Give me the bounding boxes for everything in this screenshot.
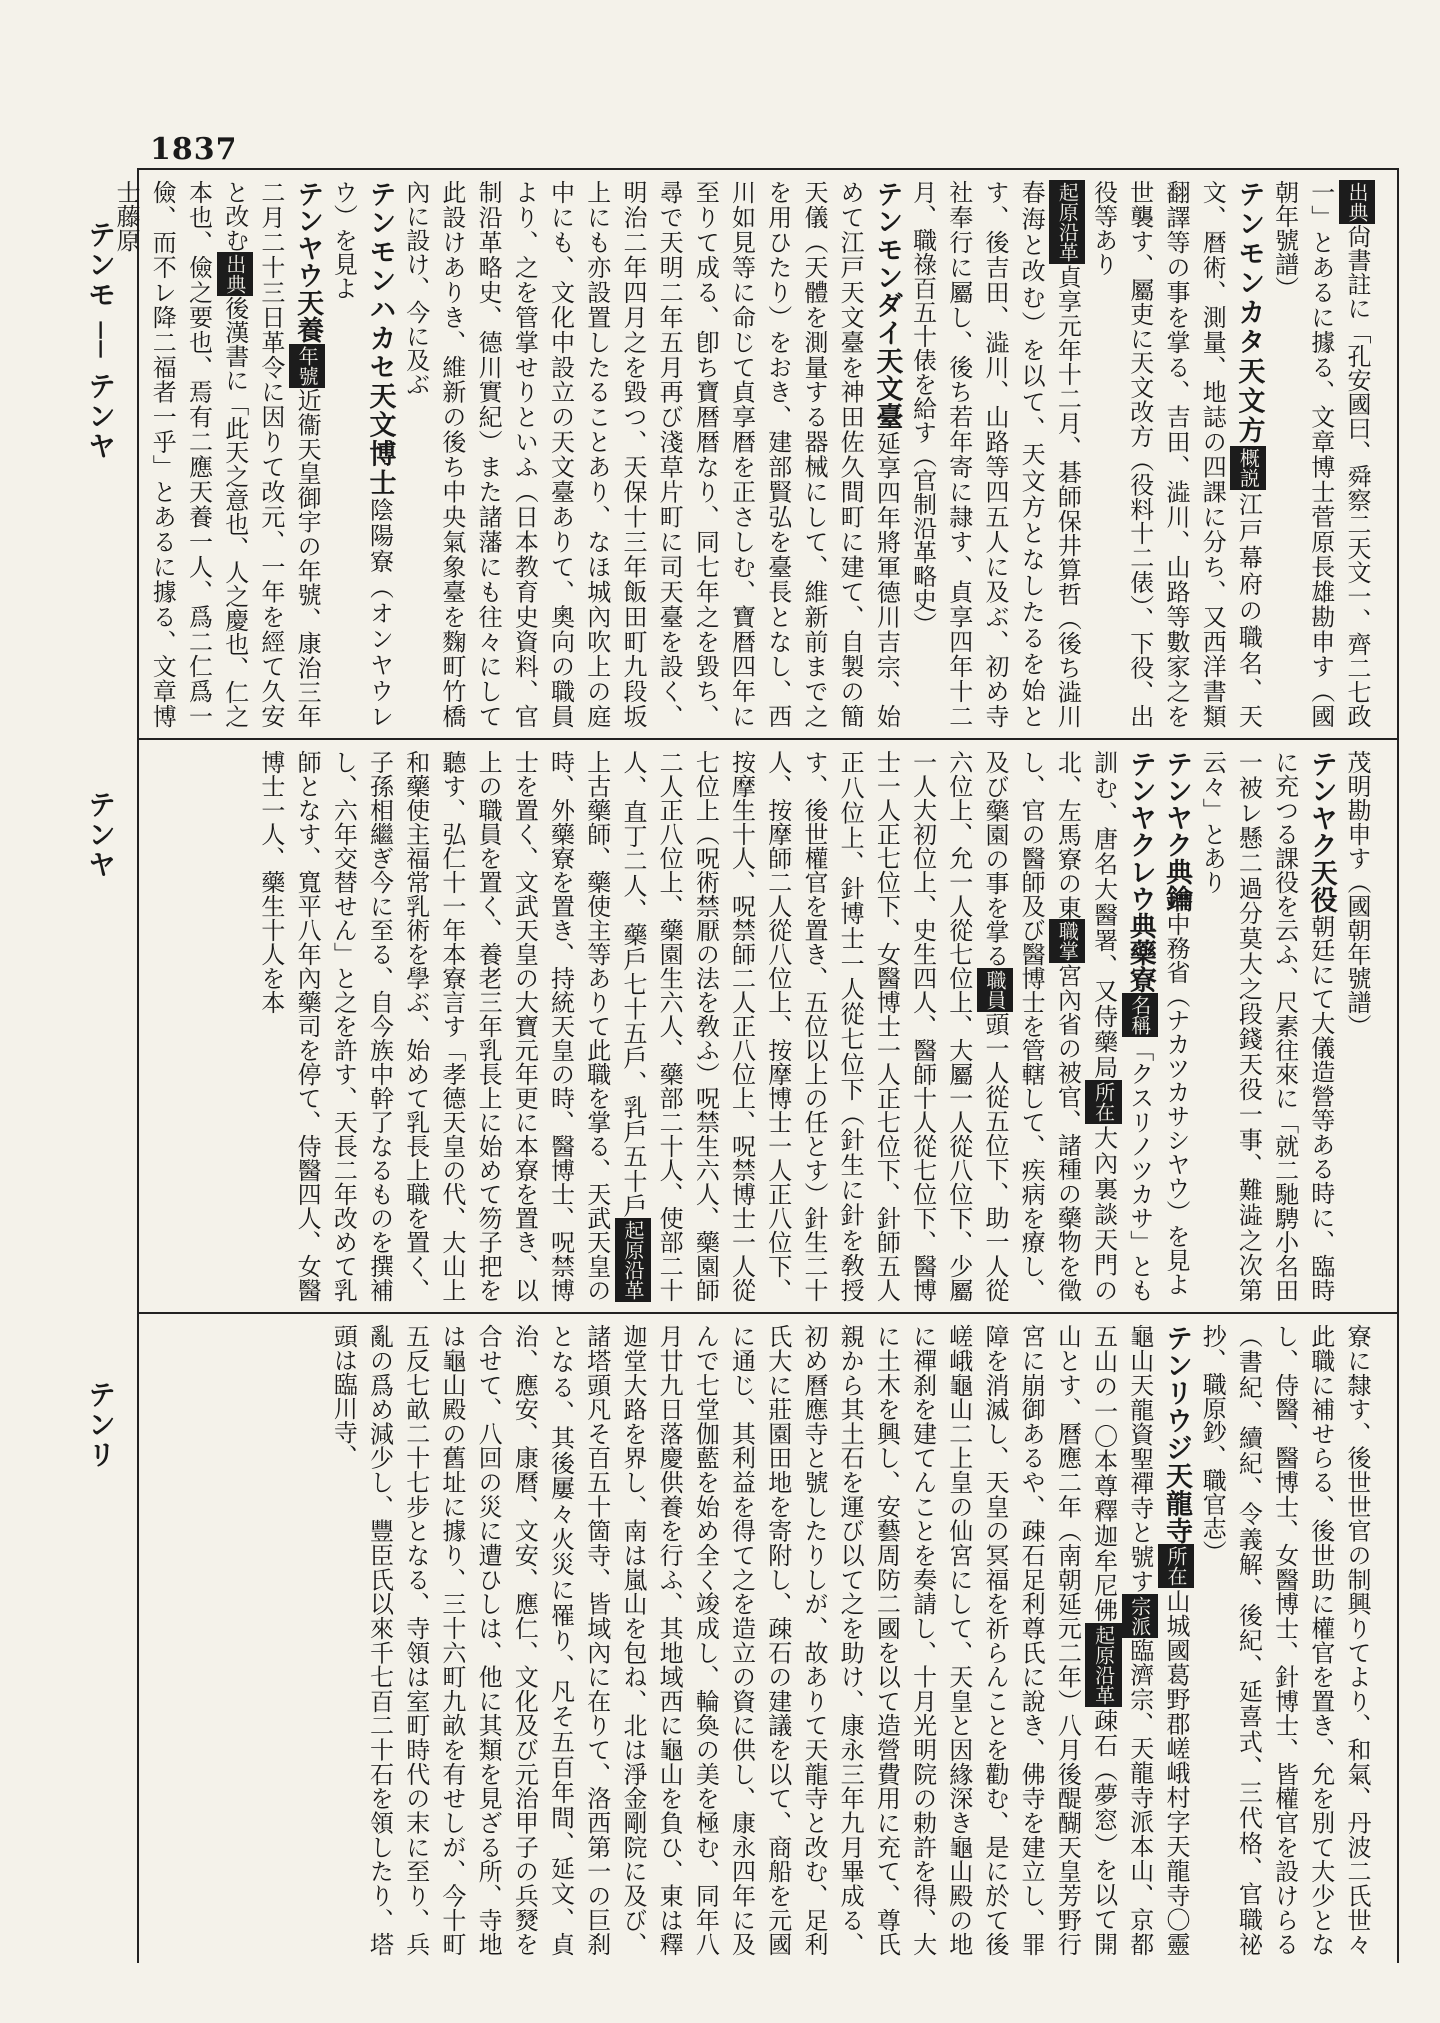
section-tag: 出典 — [1339, 180, 1375, 224]
entry-kanji: 天役 — [1305, 859, 1337, 914]
entry-text: 茂明勘申す（國朝年號譜） — [1343, 750, 1371, 1038]
entry-kanji: 典鑰 — [1160, 858, 1192, 912]
dictionary-entry — [1194, 750, 1339, 1302]
entry-text: 二天文一、齊二七政一」とあるに據る、文章博士菅原長雄勘申す（國朝年號譜） — [1270, 180, 1371, 728]
entry-kanji: 天龍寺 — [1160, 1461, 1192, 1545]
dictionary-entry — [398, 180, 905, 728]
section-tag: 名稱 — [1122, 993, 1158, 1037]
entry-text: 中務省（ナカツカサシヤウ）を見よ — [1161, 912, 1190, 1296]
entry-headword: テンヤク — [1160, 750, 1192, 858]
entry-kanji: 天文博士 — [364, 381, 396, 498]
entry-kanji: 天文方 — [1233, 357, 1265, 446]
dictionary-entry — [1194, 1324, 1375, 1956]
entry-text: 朝廷にて大儀造營等ある時に、臨時に充つる課役を云ふ、尺素往來に「就二馳騁小名田一被レ懸二過分莫大之段錢天役一事、難澁之次第云々」とあり — [1198, 750, 1335, 1303]
section-tag: 出典 — [217, 252, 253, 296]
text-band-middle — [145, 750, 1375, 1302]
index-label-top: テンモ ── テンヤ — [84, 220, 117, 462]
section-tag: 職掌 — [1049, 919, 1085, 963]
section-tag: 概説 — [1230, 446, 1266, 490]
entry-headword: テンモンダイ — [871, 180, 903, 348]
section-tag: 所在 — [1158, 1544, 1194, 1588]
dictionary-entry — [108, 180, 325, 728]
entry-kanji: 天文臺 — [871, 347, 903, 431]
text-band-bottom — [145, 1324, 1375, 1956]
dictionary-entry — [904, 180, 1085, 728]
dictionary-entry — [1085, 180, 1266, 728]
entry-text: 後漢書に「此天之意也、人之慶也、仁之本也、儉之要也、焉有二應天養一人、爲二仁爲一儉、而不レ降二福者一乎」とあるに據る、文章博士藤原 — [112, 180, 249, 728]
band-divider-2 — [137, 1312, 1399, 1314]
section-tag: 職員 — [977, 968, 1013, 1012]
section-tag: 年號 — [289, 344, 325, 388]
band-divider-1 — [137, 738, 1399, 740]
index-label-bottom: テンリ — [84, 1380, 117, 1470]
section-tag: 宗派 — [1122, 1594, 1158, 1638]
entry-text: 陰陽寮（オンヤウレウ）を見よ — [329, 180, 394, 729]
entry-text: 江戸幕府の職名、天文、暦術、測量、地誌の四課に分ち、又西洋書類翻譯等の事を掌る、吉田、澁川、山路等數家之を世襲す、屬吏に天文改方（役料十二俵）、下役、出役等あり — [1089, 180, 1263, 728]
entry-text: 寮に隸す、後世世官の制興りてより、和氣、丹波二氏世々此職に補せらる、後世助に權官を置き、允を別て大少となし、侍醫、醫博士、女醫博士、針博士、皆權官を設けらる（書紀、續紀、令義解、後紀、延喜式、三代格、官職祕抄、職原鈔、職官志） — [1198, 1324, 1371, 1956]
entry-headword: テンヤク — [1305, 750, 1337, 860]
entry-text: 尙書註に「孔安國曰、舜察 — [1343, 224, 1371, 512]
entry-kanji: 典藥寮 — [1124, 912, 1156, 994]
entry-text: 宮內省の被官、諸種の藥物を徵し、官の醫師及び醫博士を管轄して、疾病を療し、及び藥園の事を掌る — [980, 750, 1082, 1303]
entry-text: 山城國葛野郡嵯峨村字天龍寺〇靈龜山天龍資聖禪寺と號す — [1125, 1324, 1190, 1957]
entry-text: 大內裏談天門の北、左馬寮の東 — [1053, 750, 1118, 1303]
entry-headword: テンヤウ — [292, 180, 324, 290]
entry-text: 頭一人從五位下、助一人從六位上、允一人從七位上、大屬一人從八位下、少屬一人大初位上、史生四人、醫師十人從七位下、醫博士一人正七位下、女醫博士一人正七位下、針師五人正八位上、針博士一人從七位下（針生に針を敎授す、後世權官を置き、五位以上の任とす）針生二十人、按摩師二人從八位上、按摩博士一人正八位下、按摩生十人、呪禁師二人正八位上、呪禁博士一人從七位上（呪術禁厭の法を敎ふ）呪禁生六人、藥園師二人正八位上、藥園生六人、藥部二十人、使部二十人、直丁二人、藥戶七十五戶、乳戶五十戶 — [618, 750, 1009, 1303]
dictionary-entry — [1266, 180, 1375, 728]
entry-headword: テンリウジ — [1160, 1324, 1192, 1462]
dictionary-entry — [325, 180, 397, 728]
section-tag: 起原沿革 — [1049, 180, 1085, 264]
section-tag: 所在 — [1085, 1080, 1121, 1124]
entry-headword: テンモンハカセ — [364, 180, 396, 382]
entry-text: 近衞天皇御宇の年號、康治三年二月二十三日革令に因りて改元、一年を經て久安と改む — [220, 180, 322, 729]
entry-headword: テンヤクレウ — [1124, 750, 1156, 913]
text-band-top — [112, 180, 1375, 729]
section-tag: 起原沿革 — [1085, 1623, 1121, 1707]
entry-text: 「クスリノツカサ」とも訓む、唐名大醫署、又侍藥局 — [1089, 750, 1154, 1303]
entry-text: 延享四年將軍德川吉宗、始めて江戸天文臺を神田佐久間町に建て、自製の簡天儀（天體を測量する器械にして、維新前まで之を用ひたり）をおき、建部賢弘を臺長となし、西川如見等に命じて貞享暦を正さしむ、寶暦四年に至りて成る、卽ち寶暦暦なり、同七年之を毀ち、尋で天明二年五月再び淺草片町に司天臺を設く、明治二年四月之を毀つ、天保十三年飯田町九段坂上にも亦設置したることあり、なほ城內吹上の庭中にも、文化中設立の天文臺ありて、奧向の職員より、之を管掌せりといふ（日本教育史資料、官制沿革略史、德川實紀）また諸藩にも往々にして此設けありき、維新の後ち中央氣象臺を麴町竹橋內に設け、今に及ぶ — [401, 180, 901, 729]
entry-kanji: 天養 — [292, 289, 324, 344]
entry-text: 上古藥師、藥使主等ありて此職を掌る、天武天皇の時、外藥寮を置き、持統天皇の時、醫博士、呪禁博士を置く、文武天皇の大寶元年更に本寮を置き、以上の職員を置く、養老三年乳長上に始めて笏子把を聽す、弘仁十一年本寮言す「孝德天皇の代、大山上和藥使主福常乳術を學ぶ、始めて乳長上職を置く、子孫相繼ぎ今に至る、自今族中幹了なるものを撰補し、六年交替せん」と之を許す、天長二年改めて乳師となす、寬平八年內藥司を停て、侍醫四人、女醫博士一人、藥生十人を本 — [256, 750, 611, 1302]
dictionary-entry — [325, 1324, 1194, 1956]
section-tag: 起原沿革 — [615, 1218, 651, 1302]
entry-headword: テンモンカタ — [1233, 180, 1265, 357]
dictionary-entry — [253, 750, 1158, 1302]
page-number: 1837 — [150, 132, 238, 167]
index-label-middle: テンヤ — [84, 790, 117, 880]
dictionary-entry — [1339, 750, 1375, 1302]
entry-text: 貞享元年十二月、碁師保井算哲（後ち澁川春海と改む）を以て、天文方となしたるを始とす、後吉田、澁川、山路等四五人に及ぶ、初め寺社奉行に屬し、後ち若年寄に隷す、貞享四年十二月、職祿百五十俵を給す（官制沿革略史） — [908, 180, 1082, 728]
entry-text: 疎石（夢窓）を以て開山とす、曆應二年（南朝延元二年）八月後醍醐天皇芳野行宮に崩御あるや、疎石足利尊氏に說き、佛寺を建立し、罪障を消滅し、天皇の冥福を祈らんことを勸む、是に於て後嵯峨龜山二上皇の仙宮にして、天皇と因緣深き龜山殿の地に禪刹を建てんことを奏請し、十月光明院の勅許を得、大に土木を興し、安藝周防二國を以て造營費用に充て、尊氏親から其土石を運び以て之を助け、康永三年九月畢成る、初め曆應寺と號したりしが、故ありて天龍寺と改む、足利氏大に莊園田地を寄附し、疎石の建議を以て、商船を元國に通じ、其利益を得て之を造立の資に供し、康永四年に及んで七堂伽藍を始め全く竣成し、輪奐の美を極む、同年八月廿九日落慶供養を行ふ、其地域西に龜山を負ひ、東は釋迦堂大路を界し、南は嵐山を包ね、北は淨金剛院に及び、諸塔頭凡そ百五十箇寺、皆域內に在りて、洛西第一の巨刹となる、其後屢々火災に罹り、凡そ五百年間、延文、貞治、應安、康曆、文安、應仁、文化及び元治甲子の兵燹を合せて、八回の災に遭ひしは、他に其類を見ざる所、寺地は龜山殿の舊址に據り、三十六町九畝を有せしが、今十町五反七畝二十七步となる、寺領は室町時代の末に至り、兵亂の爲め減少し、豐臣氏以來千七百二十石を領したり、塔頭は臨川寺、 — [329, 1324, 1118, 1957]
dictionary-entry — [1158, 750, 1194, 1302]
entry-text: 臨濟宗、天龍寺派本山、京都五山の一〇本尊釋迦牟尼佛 — [1089, 1324, 1154, 1956]
